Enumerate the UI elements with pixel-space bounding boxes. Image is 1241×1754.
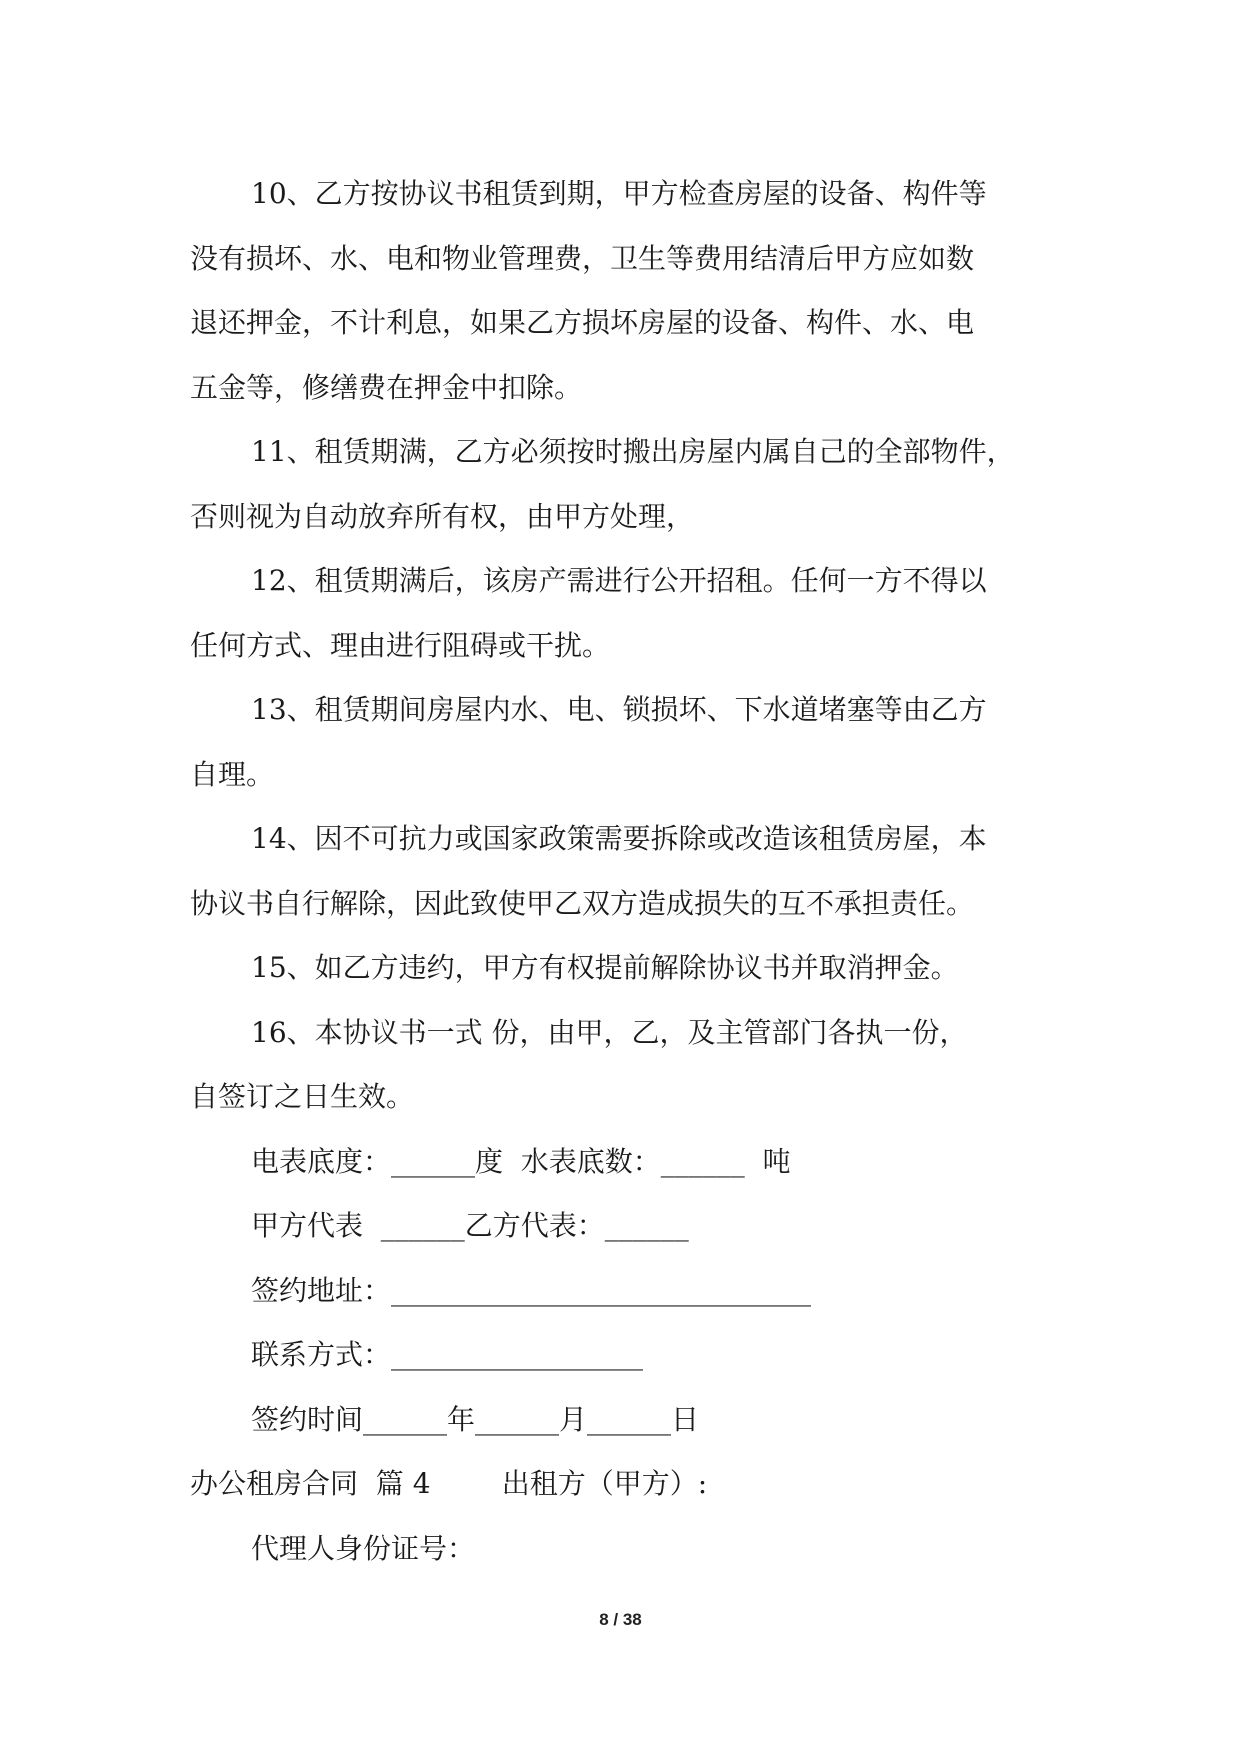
clause-13-line-2: 自理。 (190, 757, 275, 791)
page-number: 8 / 38 (599, 1610, 642, 1629)
signing-date-field: 签约时间______年______月______日 (251, 1402, 700, 1436)
clause-10-line-1: 10、乙方按协议书租赁到期，甲方检查房屋的设备、构件等 (251, 177, 987, 210)
next-contract-section (190, 1452, 1070, 1581)
clause-16-line-2: 自签订之日生效。 (190, 1080, 415, 1113)
signature-fields (190, 1130, 1070, 1453)
clause-16 (190, 1001, 1070, 1130)
clause-16-line-1: 16、本协议书一式 份，由甲，乙，及主管部门各执一份， (251, 1015, 968, 1049)
clause-15-line-1: 15、如乙方违约，甲方有权提前解除协议书并取消押金。 (251, 951, 959, 984)
meter-readings-field: 电表底度：______度 水表底数：______ 吨 (251, 1144, 791, 1178)
document-body (190, 162, 1070, 1581)
clause-12 (190, 549, 1070, 678)
clause-11-line-1: 11、租赁期满，乙方必须按时搬出房屋内属自己的全部物件， (251, 435, 1015, 468)
representatives-field: 甲方代表 ______乙方代表：______ (251, 1209, 689, 1242)
clause-10-line-4: 五金等，修缮费在押金中扣除。 (190, 370, 583, 404)
agent-id-label: 代理人身份证号： (251, 1531, 476, 1565)
clause-13-line-1: 13、租赁期间房屋内水、电、锁损坏、下水道堵塞等由乙方 (251, 693, 987, 726)
clause-11-line-2: 否则视为自动放弃所有权，由甲方处理， (190, 499, 695, 533)
clause-10-line-2: 没有损坏、水、电和物业管理费，卫生等费用结清后甲方应如数 (190, 241, 975, 275)
contact-info-field: 联系方式：__________________ (251, 1338, 644, 1371)
clause-14-line-2: 协议书自行解除，因此致使甲乙双方造成损失的互不承担责任。 (190, 886, 975, 920)
clause-10-line-3: 退还押金，不计利息，如果乙方损坏房屋的设备、构件、水、电 (190, 306, 975, 339)
clause-12-line-2: 任何方式、理由进行阻碍或干扰。 (190, 628, 611, 662)
next-contract-heading: 办公租房合同 篇 4 出租方（甲方）: (190, 1467, 708, 1500)
clause-14-line-1: 14、因不可抗力或国家政策需要拆除或改造该租赁房屋，本 (251, 822, 987, 855)
clause-12-line-1: 12、租赁期满后，该房产需进行公开招租。任何一方不得以 (251, 564, 987, 597)
clause-11 (190, 420, 1070, 549)
clause-10 (190, 162, 1070, 420)
clause-14 (190, 807, 1070, 936)
clause-13 (190, 678, 1070, 807)
clause-15 (190, 936, 1070, 1001)
signing-address-field: 签约地址：______________________________ (251, 1273, 812, 1307)
